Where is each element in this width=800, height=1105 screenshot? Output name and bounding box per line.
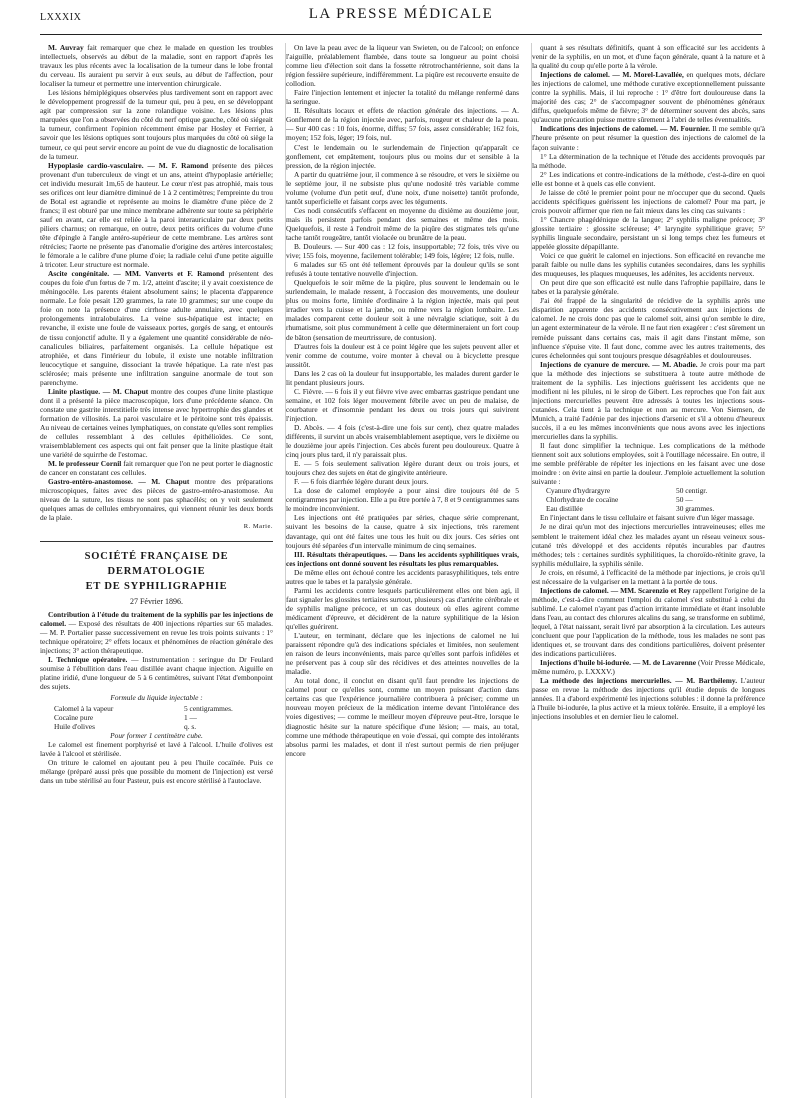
paragraph: D'autres fois la douleur est à ce point légère que les sujets peuvent aller et venir comme de coutume, voire monter à cheval ou à bicyclette presque aussitôt. — [286, 341, 519, 369]
formula-list — [546, 486, 765, 513]
society-title-line-1: SOCIÉTÉ FRANÇAISE DE DERMATOLOGIE — [84, 550, 229, 577]
formula-row — [54, 704, 273, 713]
ingredient: Eau distillée — [546, 504, 583, 514]
quantity: 50 — — [676, 495, 693, 505]
paragraph: 6 malades sur 65 ont été tellement éprouvés par la douleur qu'ils se sont refusés à toute tentative nouvelle d'injection. — [286, 260, 519, 279]
author-signature: R. Marie. — [243, 523, 273, 531]
paragraph — [532, 124, 765, 151]
paragraph-text: Je crois pour ma part que la méthode des injections se substituera à toute autre méthode de traitement de la syphilis. Les injections guérissent les accidents que ne modifient ni les pilules, ni le sirop de Gibert. Les reproches que l'on fait aux injections mercurielles peuvent être adressés à toutes les injections sous-cutanées. Cela tient à la technique et non au mercure. Von Siemsen, de Munich, a traité l'adénie par des injections d'arsenic et s'il a obtenu d'heureux succès, il a eu les mêmes inconvénients que nous avons avec les injections mercurielles dans la syphilis. — [532, 359, 765, 442]
paragraph: On triture le calomel en ajoutant peu à peu l'huile cocaïnée. Puis ce mélange (préparé aussi près que possible du moment de l'injection) est versé dans un tube stérilisé au four Pasteur, puis est encore stérilisé à l'autoclave. — [40, 758, 273, 786]
paragraph: C. Fièvre. — 6 fois il y eut fièvre vive avec embarras gastrique pendant une semaine, et 102 fois léger mouvement fébrile avec un peu de malaise, de courbature et d'insomnie pendant les deux ou trois jours qui suivirent l'injection. — [286, 386, 519, 423]
paragraph: Faire l'injection lentement et injecter la totalité du mélange renfermé dans la seringue. — [286, 88, 519, 107]
society-title-line-2: ET DE SYPHILIGRAPHIE — [85, 580, 228, 592]
ingredient: Huile d'olives — [54, 722, 95, 732]
paragraph: II. Résultats locaux et effets de réaction générale des injections. — A. Gonflement de la région injectée avec, parfois, rougeur et chaleur de la peau. — Sur 400 cas : 10 fois, énorme, diffus; 57 fois, assez considérable; 162 fois, moyen; 152 fois, léger; 19 fois, nul. — [286, 106, 519, 143]
ingredient: Cyanure d'hydrargyre — [546, 486, 611, 496]
paragraph-text: (Voir Presse Médicale, même numéro, p. LXXXV.) — [532, 658, 765, 677]
paragraph: Je crois, en résumé, à l'efficacité de la méthode par injections, je crois qu'il est nécessaire de la vulgariser en la mettant à la portée de tous. — [532, 567, 765, 586]
formula-row — [54, 722, 273, 731]
paragraph: Je ne dirai qu'un mot des injections mercurielles intraveineuses; elles me semblent le traitement idéal chez les malades ayant un réseau veineux sous-cutané très développé et des accidents réputés incurables par d'autres méthodes; tels : certaines surdités syphilitiques, la choroïdo-rétinite grave, la syphilis médullaire, la syphilis sénile. — [532, 522, 765, 568]
section-lead: Ascite congénitale. — MM. Vanverts et F. Ramond — [48, 269, 225, 279]
section-lead: Injections de calomel. — M. Morel-Lavallée, — [540, 70, 684, 80]
column-1 — [40, 43, 273, 1098]
paragraph-text: — Instrumentation : seringue du Dr Feulard soumise à l'ébullition dans l'eau distillée avant chaque injection. Aiguille en platine iridié, d'une longueur de 5 à 6 centimètres, suivant l'état d'embonpoint des sujets. — [40, 654, 273, 691]
paragraph — [40, 459, 273, 477]
formula-row — [546, 504, 765, 513]
section-lead: Indications des injections de calomel. — M. Fournier. — [540, 124, 711, 134]
ingredient: Cocaïne pure — [54, 713, 94, 723]
paragraph: 2° Les indications et contre-indications de la méthode, c'est-à-dire en quoi elle est bonne et à quels cas elle convient. — [532, 169, 765, 188]
paragraph: 1° La détermination de la technique et l'étude des accidents provoqués par la méthode. — [532, 151, 765, 170]
paragraph — [532, 586, 765, 658]
paragraph-text: L'auteur passe en revue la méthode des injections qu'il étudie depuis de longues années. Il a d'abord expérimenté les injections solubles : il donne la préférence à l'huile bi-iodurée, la plus active et la mieux tolérée. Ensuite, il a employé les injections insolubles et en dernier lieu le calomel. — [532, 676, 765, 722]
paragraph: Voici ce que guérit le calomel en injections. Son efficacité en revanche me paraît faible ou nulle dans les syphilis cutanées secondaires, dans les syphilis des muqueuses, les plaques muqueuses, les adénites, les accidents nerveux. — [532, 251, 765, 279]
ingredient: Chlorhydrate de cocaïne — [546, 495, 619, 505]
quantity: 1 — — [184, 713, 197, 723]
paragraph-text: Il me semble qu'à l'heure présente on peut résumer la question des injections de calomel de la façon suivante : — [532, 124, 765, 152]
speaker-name: M. le professeur Cornil — [48, 459, 122, 469]
paragraph-text: — Exposé des résultats de 400 injections réparties sur 65 malades. — M. P. Portalier passe successivement en revue les trois points suivants : 1° technique opératoire; 2° effets locaux et phénomènes de réaction générale des injections; 3° action thérapeutique. — [40, 618, 273, 655]
session-date: 27 Février 1896. — [129, 596, 184, 606]
paragraph: On peut dire que son efficacité est nulle dans l'afrophie papillaire, dans le tabes et la paralysie générale. — [532, 278, 765, 297]
ingredient: Calomel à la vapeur — [54, 704, 114, 714]
paragraph: J'ai été frappé de la singularité de récidive de la syphilis après une disparition apparente des accidents consécutivement aux injections de calomel. Je ne crois donc pas que le calomel soit, ainsi qu'on semble le dire, un agent exterminateur de la vérole. Il ne faut rien exagérer : c'est sûrement un remède puissant dans certains cas, mais il agit dans l'instant même, son influence s'épuise vite. Il faut donc, comme avec les autres traitements, des cures échelonnées qui sont toujours presque désagréables et douloureuses. — [532, 296, 765, 360]
formula-row — [546, 486, 765, 495]
paragraph: Les lésions hémiplégiques observées plus tardivement sont en rapport avec le développement progressif de la tumeur qui, peu à peu, en se développant agit par compression sur la zone rolandique voisine. Les lésions plus marquées que l'on a observées du côté du nerf optique gauche, côté où siégeait la tumeur, confirment l'opinion récemment émise par Hosley et Ferrier, à savoir que les lésions optiques sont toujours plus marquées du côté où siège la tumeur, ce qui peut servir encore au point de vue du diagnostic de localisation de la tumeur. — [40, 88, 273, 161]
formula-row — [54, 713, 273, 722]
speaker-name: M. Auvray — [48, 43, 84, 52]
section-lead: Injections de cyanure de mercure. — M. Abadie. — [540, 359, 698, 369]
paragraph — [40, 655, 273, 691]
paragraph: Le calomel est finement porphyrisé et lavé à l'alcool. L'huile d'olives est lavée à l'alcool et stérilisée. — [40, 740, 273, 759]
section-lead: I. Technique opératoire. — [48, 654, 128, 664]
formula-list — [54, 704, 273, 731]
paragraph: quant à ses résultats définitifs, quant à son efficacité sur les accidents à venir de la syphilis, en un mot, et d'une façon générale, quant à la nature et à la qualité du coup qu'elle porte à la vérole. — [532, 43, 765, 71]
paragraph — [40, 43, 273, 88]
paragraph-text: montre des coupes d'une linite plastique dont il a présenté la pièce macroscopique, lors d'une précédente séance. On constate une gastrite interstitielle très intense avec hypertrophie des glandes et formation de villosités. La paroi vasculaire et le péritoine sont très épaissis. Au niveau de certaines veines lymphatiques, on constate qu'elles sont remplies de cellules ressemblant à des cellules épithélioïdes. Ce sont, vraisemblablement ces aspects qui ont fait penser que la linite plastique était une variété de squirrhe de l'estomac. — [40, 386, 274, 460]
paragraph: Parmi les accidents contre lesquels particulièrement elles ont bien agi, il faut signaler les glossites tertiaires surtout, plusieurs) cas d'artérite cérébrale et de syphilis maligne précoce, et un cas douteux où elles agirent comme médicament d'épreuve, et décidèrent de la nature syphilitique de la lésion qu'elles guérirent. — [286, 585, 519, 631]
section-lead: Gastro-entéro-anastomose. — M. Chaput — [48, 477, 190, 487]
paragraph: Au total donc, il conclut en disant qu'il faut prendre les injections de calomel pour ce qu'elles sont, comme un moyen puissant d'action dans certains cas que l'expérience journalière contribuera à préciser; comme un nouveau moyen précieux de la médication interne devant l'intolérance des voies digestives; — comme le meilleur moyen d'épreuve peut-être, lorsque le diagnostic hésite sur la nature spécifique d'une lésion; — mais, au total, comme une méthode thérapeutique en voie d'essai, qui compte des intolérants absolus parmi les malades, et dont il n'est surtout permis de rien préjuger encore — [286, 676, 519, 758]
paragraph: La dose de calomel employée a pour ainsi dire toujours été de 5 centigrammes par injection. Elle a pu être portée à 7, 8 et 9 centigrammes sans le moindre inconvénient. — [286, 486, 519, 514]
paragraph — [532, 360, 765, 441]
paragraph: En l'injectant dans le tissu cellulaire et faisant suivre d'un léger massage. — [540, 513, 755, 523]
paragraph: Dans les 2 cas où la douleur fut insupportable, les malades durent garder le lit pendant plusieurs jours. — [286, 368, 519, 387]
page-number: LXXXIX — [40, 12, 82, 23]
section-lead: Contribution à l'étude du traitement de la syphilis par les injections de calomel. — [40, 609, 273, 628]
paragraph-text: rappellent l'origine de la méthode, c'est-à-dire comment l'emploi du calomel s'est substitué à celui du sublimé. Le calomel n'ayant pas d'action irritante immédiate et étant insoluble dans l'eau, au contact des chlorures alcalins du sang, se transforme en sublimé, lequel, à l'état naissant, serait livré par absorption à la circulation. Les auteurs concluent que pour l'application de la méthode, tous les malades ne sont pas identiques et, se trouvant dans des conditions particulières, doivent présenter des indications particulières. — [532, 585, 765, 659]
paragraph — [532, 676, 765, 721]
section-lead: Injections d'huile bi-iodurée. — M. de Lavarenne — [540, 658, 697, 668]
paragraph: Il faut donc simplifier la technique. Les complications de la méthode tiennent soit aux solutions employées, soit à l'outillage nécessaire. En outre, il me semble préférable de répéter les injections en les faisant avec une dose moindre : on évite ainsi en partie la douleur. J'emploie actuellement la solution suivante : — [532, 441, 765, 487]
paragraph: A partir du quatrième jour, il commence à se résoudre, et vers le sixième ou le septième jour, il ne subsiste plus qu'une nodosité très variable comme volume (volume d'un petit œuf, d'une noix, d'une noisette) tantôt profonde, tantôt superficielle et faisant corps avec les téguments. — [286, 169, 519, 206]
paragraph: III. Résultats thérapeutiques. — Dans les accidents syphilitiques vrais, ces injections ont donné souvent les résultats les plus remarquables. — [286, 549, 519, 568]
article-columns — [40, 43, 765, 1098]
paragraph: Ces nodi consécutifs s'effacent en moyenne du dixième au douzième jour, mais ils persistent parfois pendant des semaines et même des mois. Quelquefois, il reste à l'endroit même de la piqûre des stigmates tels qu'une tache tantôt rougeâtre, tantôt violacée ou brunâtre de la peau. — [286, 205, 519, 242]
section-lead: La méthode des injections mercurielles. — M. Barthélemy. — [540, 676, 738, 686]
quantity: q. s. — [184, 722, 197, 732]
paragraph: L'auteur, en terminant, déclare que les injections de calomel ne lui paraissent répondre qu'à des indications spéciales et limitées, non seulement en raison de leurs inconvénients, mais parce qu'elles sont parfois infidèles et ne préservent pas à coup sûr des récidives et des atteintes nouvelles de la maladie. — [286, 631, 519, 677]
paragraph — [532, 658, 765, 676]
paragraph-text: présentent des coupes du foie d'un fœtus de 7 m. 1/2, atteint d'ascite; il y avait coexistence de méningocèle. Les parents étaient absolument sains; le placenta d'apparence normale. Le foie pesait 120 grammes, la rate 10 grammes; sur une coupe du foie on note la présence d'une cirrhose adulte annulaire, avec quelques prolongements intralobulaires. La veine sus-hépatique est intacte; en revanche, il existe une foule de vaisseaux portes, gorgés de sang, et entourés de tissu conjonctif adulte. Il y a également une quantité considérable de néo-canalicules biliaires, parfaitement organisés. La cellule hépatique est atrophiée, et dans l'intérieur du lobule, il existe une notable infiltration leucocytique et sanguine, dissociant la travée hépatique. La rate n'est pas sclérosée; mais présente une infiltration sanguine anormale de tout son parenchyme. — [40, 269, 273, 387]
paragraph: 1° Chancre phagédénique de la langue; 2° syphilis maligne précoce; 3° glossite tertiaire : glossite scléreuse; 4° laryngite syphilitique grave; 5° syphilis linguale secondaire, persistant un si long temps chez les fumeurs et appelée glossite dépapillante. — [532, 214, 765, 252]
paragraph: Quelquefois le soir même de la piqûre, plus souvent le lendemain ou le surlendemain, le malade ressent, à l'occasion des mouvements, une douleur plus ou moins forte, limitée d'ordinaire à la région injectée, mais qui peut irradier vers la cuisse et la jambe, ou même vers la région lombaire. Les malades comparent cette douleur soit à une névralgie sciatique, soit à du rhumatisme, soit plus communément à celle que détermineraient un fort coup de bâton (sensation de meurtrissure, de contusion). — [286, 278, 519, 342]
formula-title: Formule du liquide injectable : — [110, 693, 203, 702]
formula-row — [546, 495, 765, 504]
journal-title: LA PRESSE MÉDICALE — [308, 6, 494, 22]
paragraph: De même elles ont échoué contre les accidents parasyphilitiques, tels entre autres que le tabes et la paralysie générale. — [286, 567, 519, 586]
paragraph: C'est le lendemain ou le surlendemain de l'injection qu'apparaît ce gonflement, cet empâtement, toujours plus ou moins dur et sensible à la pression, de la région injectée. — [286, 142, 519, 170]
paragraph: Les injections ont été pratiquées par séries, chaque série comprenant, suivant les besoins de la cause, quatre à six injections, très rarement davantage, qui ont été faites une tous les huit ou dix jours. Ces séries ont toujours été séparées d'un intervalle minimum de cinq semaines. — [286, 513, 519, 550]
paragraph: Je laisse de côté le premier point pour ne m'occuper que du second. Quels accidents spécifiques guérissent les injections de calomel? Pour ma part, je crois pouvoir affirmer que rien ne fait mieux dans les cinq cas suivants : — [532, 187, 765, 215]
section-lead: Linite plastique. — M. Chaput — [48, 386, 149, 396]
quantity: 30 grammes. — [676, 504, 715, 514]
paragraph: D. Abcès. — 4 fois (c'est-à-dire une fois sur cent), chez quatre malades différents, il survint un abcès vraisemblablement aseptique, vers le dixième ou le douzième jour après l'injection. Ces abcès furent peu douloureux. Quatre à cinq jours plus tard, il n'y paraissait plus. — [286, 422, 519, 460]
paragraph — [40, 387, 273, 459]
paragraph-text: fait remarquer que chez le malade en question les troubles intellectuels, observés au début de la maladie, sont en rapport d'après les travaux les plus récents avec la localisation de la tumeur dans le lobe frontal du cerveau. Ils auraient pu servir à eux seuls, au début de l'affection, pour localiser la tumeur et permettre une intervention chirurgicale. — [40, 43, 274, 89]
paragraph: F. — 6 fois diarrhée légère durant deux jours. — [294, 477, 429, 487]
column-3 — [531, 43, 765, 1098]
paragraph — [40, 477, 273, 522]
section-lead: Injections de calomel. — MM. Scarenzio et Rey — [540, 585, 691, 595]
quantity: 50 centigr. — [676, 486, 708, 496]
paragraph: E. — 5 fois seulement salivation légère durant deux ou trois jours, et toujours chez des sujets en état de gingivite antérieure. — [286, 459, 519, 478]
quantity: 5 centigrammes. — [184, 704, 233, 714]
society-heading — [40, 541, 273, 594]
paragraph: B. Douleurs. — Sur 400 cas : 12 fois, insupportable; 72 fois, très vive ou vive; 155 fois, moyenne, facilement tolérable; 149 fois, légère; 12 fois, nulle. — [286, 242, 519, 261]
paragraph-text: en quelques mots, déclare les injections de calomel, une méthode curative exceptionnellement puissante contre la syphilis. Mais, il lui reproche : 1° d'être fort douloureuse dans la majorité des cas; 2° de s'accompagner souvent de phénomènes généraux diffus, quelquefois même de fièvre; 3° de déterminer souvent des abcès, sans qu'aucune précaution puisse mettre sûrement à l'abri de telles éventualités. — [532, 70, 765, 125]
page-header — [40, 0, 762, 35]
paragraph-text: fait remarquer que l'on ne peut porter le diagnostic de cancer en constatant ces cellules. — [40, 459, 273, 478]
column-2 — [285, 43, 519, 1098]
paragraph: On lave la peau avec de la liqueur van Swieten, ou de l'alcool; on enfonce l'aiguille, préalablement flambée, dans toute sa longueur au point choisi comme lieu d'élection soit dans la fossette rétrotrochantérienne, soit dans la région fessière supérieure, indifféremment. La piqûre est recouverte ensuite de collodion. — [286, 43, 519, 89]
paragraph — [40, 269, 273, 387]
paragraph — [40, 610, 273, 655]
paragraph — [40, 161, 273, 270]
section-lead: Hypoplasie cardio-vasculaire. — M. F. Ramond — [48, 160, 209, 170]
formula-note: Pour former 1 centimètre cube. — [110, 731, 203, 741]
paragraph-text: présente des pièces provenant d'un tuberculeux de vingt et un ans, atteint d'hypoplasie artérielle; cet individu mesurait 1m,65 de hauteur. Le cœur n'est pas atrophié, mais tous ses orifices ont leur diamètre diminué de 1 à 2 centimètres; l'empreinte du trou de Botal est agrandie et représente au moins le diamètre d'une pièce de 2 francs; il est obturé par une mince membrane adhérente sur toute sa périphérie sauf en avant, car elle est reliée à la paroi interauriculaire par deux petits piliers charnus; on remarque, en outre, deux petits orifices du volume d'une tête d'épingle à l'angle antéro-supérieur de cette membrane. Les artères sont rétrécies; l'aorte ne présente pas d'anomalie d'origine des artères intercostales; le fémorale a le calibre d'une plume d'oie; la radiale celui d'une petite aiguille à tricoter. Leur structure est normale. — [40, 160, 274, 270]
paragraph — [532, 70, 765, 124]
paragraph-text: montre des préparations microscopiques, faites avec des pièces de gastro-entéro-anastomose. Au niveau de la suture, les tissus ne sont pas sphacélés; on y voit seulement quelques amas de cellules embryonnaires, qui viennent réunir les deux bords de la plaie. — [40, 477, 273, 523]
